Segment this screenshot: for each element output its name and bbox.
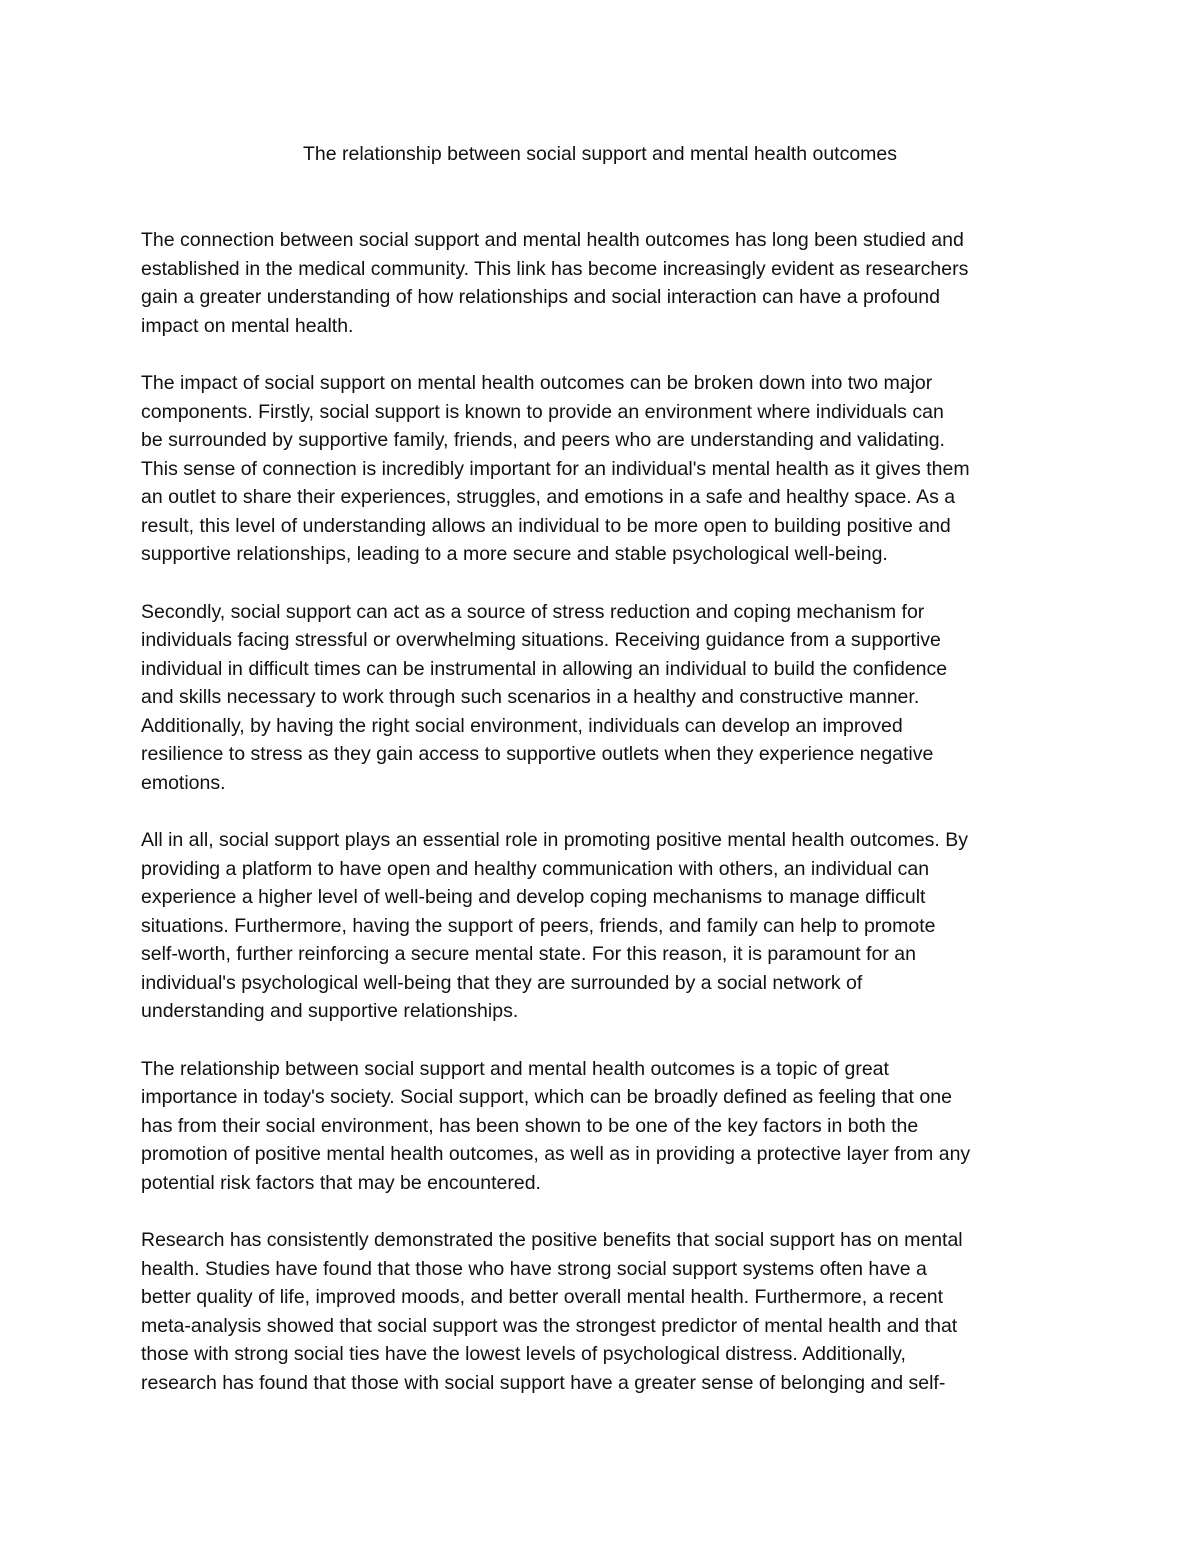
paragraph (141, 369, 1066, 569)
text-line: importance in today's society. Social support, which can be broadly defined as feeling that one (141, 1086, 952, 1108)
text-line: The connection between social support and mental health outcomes has long been studied and (141, 229, 964, 251)
text-line: research has found that those with social support have a greater sense of belonging and self- (141, 1371, 946, 1394)
text-line: meta-analysis showed that social support was the strongest predictor of mental health and that (141, 1314, 958, 1337)
text-line: emotions. (141, 771, 226, 794)
paragraph (141, 1055, 1066, 1198)
paragraph (141, 598, 1066, 798)
paragraph (141, 226, 1066, 340)
text-line: This sense of connection is incredibly important for an individual's mental health as it gives them (141, 457, 970, 480)
text-line: experience a higher level of well-being and develop coping mechanisms to manage difficult (141, 886, 926, 908)
text-line: providing a platform to have open and healthy communication with others, an individual can (141, 857, 930, 880)
text-line: result, this level of understanding allows an individual to be more open to building positive and (141, 514, 951, 537)
text-line: gain a greater understanding of how relationships and social interaction can have a profound (141, 286, 940, 308)
text-line: Secondly, social support can act as a source of stress reduction and coping mechanism for (141, 600, 925, 623)
document-title: The relationship between social support and mental health outcomes (302, 143, 898, 165)
text-line: understanding and supportive relationships. (141, 1000, 519, 1022)
text-line: individuals facing stressful or overwhelming situations. Receiving guidance from a supportive (141, 629, 941, 651)
text-line: Additionally, by having the right social environment, individuals can develop an improved (141, 714, 903, 737)
paragraph (141, 1226, 1066, 1397)
text-line: situations. Furthermore, having the support of peers, friends, and family can help to promote (141, 914, 936, 937)
text-line: Research has consistently demonstrated the positive benefits that social support has on mental (141, 1229, 963, 1251)
text-line: be surrounded by supportive family, friends, and peers who are understanding and validating. (141, 429, 945, 451)
text-line: potential risk factors that may be encountered. (141, 1171, 541, 1194)
text-line: those with strong social ties have the lowest levels of psychological distress. Additionally, (141, 1343, 906, 1365)
text-line: promotion of positive mental health outcomes, as well as in providing a protective layer from any (141, 1143, 971, 1165)
text-line: better quality of life, improved moods, and better overall mental health. Furthermore, a recent (141, 1286, 944, 1308)
text-line: impact on mental health. (141, 314, 354, 337)
text-line: individual's psychological well-being that they are surrounded by a social network of (141, 971, 863, 994)
text-line: The impact of social support on mental health outcomes can be broken down into two major (141, 372, 933, 394)
text-line: health. Studies have found that those who have strong social support systems often have a (141, 1257, 927, 1280)
text-line: has from their social environment, has been shown to be one of the key factors in both the (141, 1114, 919, 1137)
text-line: established in the medical community. This link has become increasingly evident as researchers (141, 257, 969, 280)
text-line: and skills necessary to work through such scenarios in a healthy and constructive manner. (141, 686, 920, 708)
text-line: individual in difficult times can be instrumental in allowing an individual to build the confidence (141, 657, 948, 680)
text-line: The relationship between social support and mental health outcomes is a topic of great (141, 1057, 889, 1080)
text-line: self-worth, further reinforcing a secure mental state. For this reason, it is paramount for an (141, 943, 916, 965)
text-line: supportive relationships, leading to a more secure and stable psychological well-being. (141, 543, 888, 565)
text-line: All in all, social support plays an essential role in promoting positive mental health outcomes. By (141, 829, 969, 851)
paragraph (141, 826, 1066, 1026)
text-line: resilience to stress as they gain access to supportive outlets when they experience negative (141, 743, 934, 765)
text-line: components. Firstly, social support is known to provide an environment where individuals can (141, 400, 944, 423)
text-line: an outlet to share their experiences, struggles, and emotions in a safe and healthy space. As a (141, 486, 956, 508)
document-body (141, 226, 1066, 1426)
